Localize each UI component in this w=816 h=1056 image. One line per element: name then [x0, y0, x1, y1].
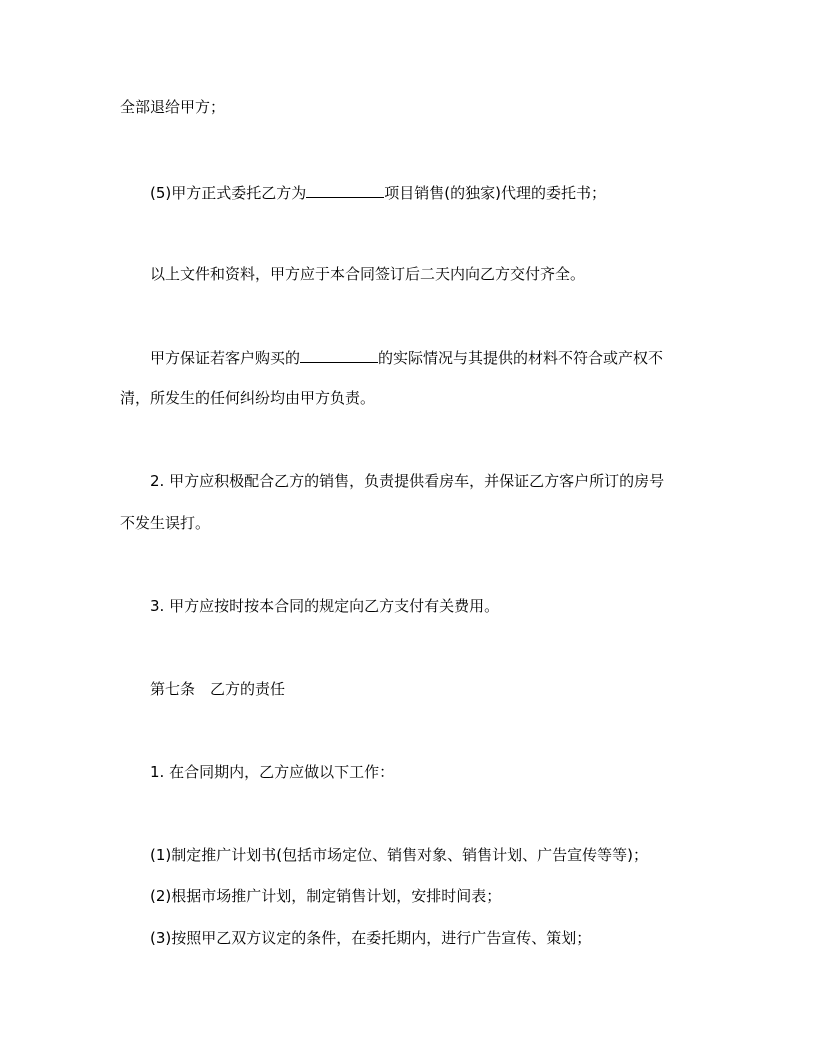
paragraph-line — [120, 513, 210, 533]
line-text: 的实际情况与其提供的材料不符合或产权不 — [378, 349, 664, 367]
line-text: 2. 甲方应积极配合乙方的销售，负责提供看房车，并保证乙方客户所订的房号 — [150, 472, 665, 490]
paragraph-line — [120, 97, 225, 117]
list-item — [150, 886, 501, 906]
line-text: 第七条 乙方的责任 — [150, 680, 286, 698]
paragraph-line — [150, 762, 394, 782]
paragraph-line — [150, 264, 585, 284]
line-text: 全部退给甲方； — [120, 98, 226, 116]
list-item — [150, 845, 648, 865]
line-text: (1)制定推广计划书(包括市场定位、销售对象、销售计划、广告宣传等等)； — [150, 846, 648, 864]
line-text: 3. 甲方应按时按本合同的规定向乙方支付有关费用。 — [150, 597, 500, 615]
list-item — [150, 928, 591, 948]
paragraph-line — [150, 471, 664, 491]
paragraph-line — [150, 346, 663, 368]
line-text: 以上文件和资料，甲方应于本合同签订后二天内向乙方交付齐全。 — [150, 265, 586, 283]
line-text: 清，所发生的任何纠纷均由甲方负责。 — [120, 389, 376, 407]
paragraph-line — [120, 388, 375, 408]
line-text: 甲方保证若客户购买的 — [150, 349, 301, 367]
paragraph-line — [150, 596, 499, 616]
line-text: 项目销售(的独家)代理的委托书； — [384, 184, 606, 202]
line-text: (5)甲方正式委托乙方为 — [150, 184, 307, 202]
paragraph-line — [150, 181, 606, 203]
line-text: 不发生误打。 — [120, 514, 211, 532]
line-text: 1. 在合同期内，乙方应做以下工作： — [150, 763, 395, 781]
fill-in-blank — [306, 181, 384, 198]
line-text: (3)按照甲乙双方议定的条件，在委托期内，进行广告宣传、策划； — [150, 929, 592, 947]
line-text: (2)根据市场推广计划，制定销售计划，安排时间表； — [150, 887, 502, 905]
fill-in-blank — [300, 346, 378, 363]
section-heading — [150, 679, 285, 699]
